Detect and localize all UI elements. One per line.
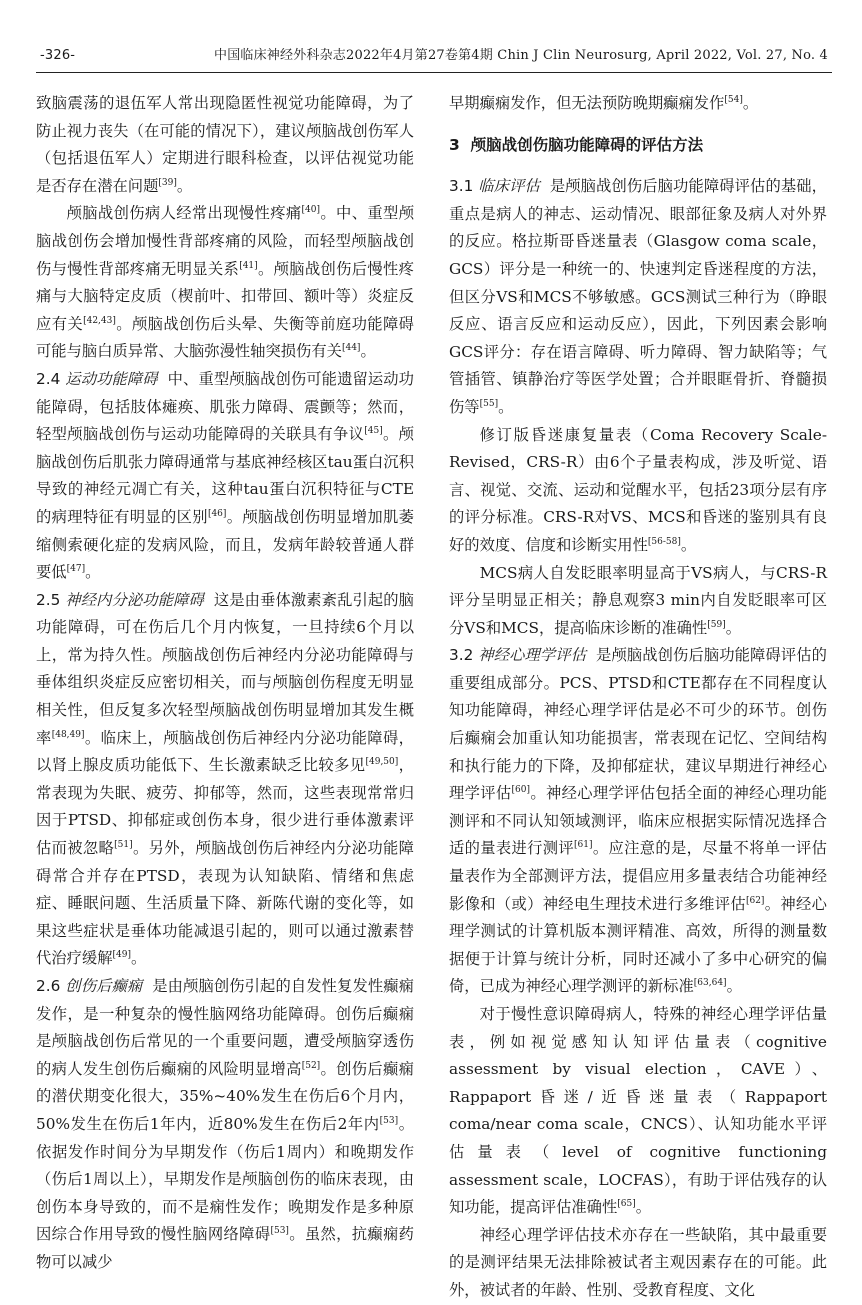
section-number: 3.2 (449, 646, 474, 665)
citation: [61] (574, 840, 593, 851)
citation: [63,64] (693, 978, 727, 989)
subsection-title: 运动功能障碍 (65, 369, 158, 388)
citation: [41] (239, 260, 258, 271)
section-3-2-neuropsychological-assessment: 3.2 神经心理学评估 是颅脑战创伤后脑功能障碍评估的重要组成部分。PCS、PTSD和CTE都存在不同程度认知功能障碍，神经心理学评估是必不可少的环节。创伤后癫痫会加重认知功能损害，常表现在记忆、空间结构和执行能力的下降，及抑郁症状，建议早期进行神经心理学评估[60]。神经心理学评估包括全面的神经心理功能测评和不同认知领域测评，临床应根据实际情况选择合适的量表进行测评[61]。应注意的是，尽量不将单一评估量表作为全部测评方法，提倡应用多量表结合功能神经影像和（或）神经电生理技术进行多维评估[62]。神经心理学测试的计算机版本测评精准、高效，所得的测量数据便于计算与统计分析，同时还减小了多中心研究的偏倚，已成为神经心理学测评的新标准[63,64]。 (449, 646, 827, 996)
paragraph-blink-rate: MCS病人自发眨眼率明显高于VS病人，与CRS-R评分呈明显正相关；静息观察3 min内自发眨眼率可区分VS和MCS，提高临床诊断的准确性[59]。 (449, 563, 827, 637)
running-header (40, 44, 828, 63)
section-2-6-post-traumatic-epilepsy: 2.6 创伤后癫痫 是由颅脑创伤引起的自发性复发性癫痫发作，是一种复杂的慢性脑网络功能障碍。创伤后癫痫是颅脑战创伤后常见的一个重要问题，遭受颅脑穿透伤的病人发生创伤后癫痫的风险明显增高[52]。创伤后癫痫的潜伏期变化很大，35%~40%发生在伤后6个月内，50%发生在伤后1年内，近80%发生在伤后2年内[53]。依据发作时间分为早期发作（伤后1周内）和晚期发作（伤后1周以上），早期发作是颅脑创伤的临床表现，由创伤本身导致的，而不是痫性发作；晚期发作是多种原因综合作用导致的慢性脑网络障碍[53]。虽然，抗癫痫药物可以减少 (36, 977, 414, 1271)
citation: [56-58] (647, 536, 681, 547)
citation: [53] (379, 1115, 399, 1126)
section-3-heading (449, 132, 827, 160)
citation: [55] (479, 398, 499, 409)
citation: [42,43] (83, 315, 116, 326)
section-number: 2.5 (36, 590, 61, 609)
paragraph-epilepsy-continued: 早期癫痫发作，但无法预防晚期癫痫发作[54]。 (449, 94, 759, 112)
section-3-1-clinical-assessment: 3.1 临床评估 是颅脑战创伤后脑功能障碍评估的基础，重点是病人的神志、运动情况、眼部征象及病人对外界的反应。格拉斯哥昏迷量表（Glasgow coma scale，GCS）评分是一种统一的、快速判定昏迷程度的方法，但区分VS和MCS不够敏感。GCS测试三种行为（睁眼反应、语言反应和运动反应），因此，下列因素会影响GCS评分：存在语言障碍、听力障碍、智力缺陷等；气管插管、镇静治疗等医学处置；合并眼眶骨折、脊髓损伤等[55]。 (449, 177, 827, 416)
citation: [47] (66, 564, 86, 574)
subsection-title: 神经内分泌功能障碍 (65, 590, 204, 609)
citation: [48,49] (51, 729, 85, 740)
paragraph-limitations: 神经心理学评估技术亦存在一些缺陷，其中最重要的是测评结果无法排除被试者主观因素存在的可能。此外，被试者的年龄、性别、受教育程度、文化 (449, 1225, 827, 1299)
section-number: 2.4 (36, 369, 61, 388)
citation: [44] (341, 343, 361, 354)
paragraph-visual-dysfunction: 致脑震荡的退伍军人常出现隐匿性视觉功能障碍，为了防止视力丧失（在可能的情况下），建议颅脑战创伤军人（包括退伍军人）定期进行眼科检查，以评估视觉功能是否存在潜在问题[39]。 (36, 94, 414, 195)
left-column (36, 90, 414, 1277)
paragraph-crs-r: 修订版昏迷康复量表（Coma Recovery Scale-Revised，CRS-R）由6个子量表构成，涉及听觉、语言、视觉、交流、运动和觉醒水平，包括23项分层有序的评分标准。CRS-R对VS、MCS和昏迷的鉴别具有良好的效度、信度和诊断实用性[56-58]。 (449, 425, 827, 554)
citation: [62] (745, 895, 765, 906)
citation: [59] (707, 619, 726, 630)
section-title: 颅脑战创伤脑功能障碍的评估方法 (470, 135, 704, 154)
citation: [51] (114, 839, 133, 850)
citation: [39] (158, 177, 177, 188)
citation: [40] (301, 205, 321, 216)
paragraph-chronic-pain: 颅脑战创伤病人经常出现慢性疼痛[40]。中、重型颅脑战创伤会增加慢性背部疼痛的风险，而轻型颅脑战创伤与慢性背部疼痛无明显关系[41]。颅脑战创伤后慢性疼痛与大脑特定皮质（楔前叶、扣带回、额叶等）炎症反应有关[42,43]。颅脑战创伤后头晕、失衡等前庭功能障碍可能与脑白质异常、大脑弥漫性轴突损伤有关[44]。 (36, 204, 414, 361)
subsection-title: 临床评估 (478, 177, 540, 196)
section-number: 3.1 (449, 177, 474, 196)
citation: [60] (511, 785, 531, 796)
subsection-title: 神经心理学评估 (478, 646, 587, 665)
citation: [49,50] (365, 757, 399, 768)
citation: [52] (301, 1060, 321, 1071)
section-number: 3 (449, 135, 460, 154)
section-2-5-neuroendocrine: 2.5 神经内分泌功能障碍 这是由垂体激素紊乱引起的脑功能障碍，可在伤后几个月内恢复，一旦持续6个月以上，常为持久性。颅脑战创伤后神经内分泌功能障碍与垂体组织炎症反应密切相关，而与颅脑创伤程度无明显相关性，但反复多次轻型颅脑战创伤明显增加其发生概率[48,49]。临床上，颅脑战创伤后神经内分泌功能障碍，以肾上腺皮质功能低下、生长激素缺乏比较多见[49,50]，常表现为失眠、疲劳、抑郁等，然而，这些表现常常归因于PTSD、抑郁症或创伤本身，很少进行垂体激素评估而被忽略[51]。另外，颅脑战创伤后神经内分泌功能障碍常合并存在PTSD，表现为认知缺陷、情绪和焦虑症、睡眠问题、生活质量下降、新陈代谢的变化等，如果这些症状是垂体功能减退引起的，则可以通过激素替代治疗缓解[49]。 (36, 590, 414, 968)
subsection-title: 创伤后癫痫 (65, 977, 143, 995)
section-number: 2.6 (36, 977, 61, 995)
citation: [45] (364, 426, 383, 437)
citation: [53] (270, 1226, 289, 1237)
right-column (449, 90, 827, 1305)
citation: [49] (112, 950, 131, 961)
citation: [54] (724, 94, 743, 105)
page-number: -326- (40, 48, 76, 63)
section-2-4-motor-dysfunction: 2.4 运动功能障碍 中、重型颅脑战创伤可能遗留运动功能障碍，包括肢体瘫痪、肌张力障碍、震颤等；然而，轻型颅脑战创伤与运动功能障碍的关联具有争议[45]。颅脑战创伤后肌张力障碍通常与基底神经核区tau蛋白沉积导致的神经元凋亡有关，这种tau蛋白沉积特征与CTE的病理特征有明显的区别[46]。颅脑战创伤明显增加肌萎缩侧索硬化症的发病风险，而且，发病年龄较普通人群要低[47]。 (36, 369, 414, 582)
citation: [46] (207, 508, 227, 519)
citation: [65] (617, 1199, 636, 1210)
paragraph-special-scales: 对于慢性意识障碍病人，特殊的神经心理学评估量表，例如视觉感知认知评估量表（cognitive assessment by visual election，CAVE）、Rappaport昏迷/近昏迷量表（Rappaport coma/near coma scale，CNCS）、认知功能水平评估量表（level of cognitive functioning assessment scale，LOCFAS），有助于评估残存的认知功能，提高评估准确性[65]。 (449, 1005, 827, 1217)
journal-citation: 中国临床神经外科杂志2022年4月第27卷第4期 Chin J Clin Neurosurg, April 2022, Vol. 27, No. 4 (214, 48, 828, 63)
header-rule (36, 72, 832, 73)
